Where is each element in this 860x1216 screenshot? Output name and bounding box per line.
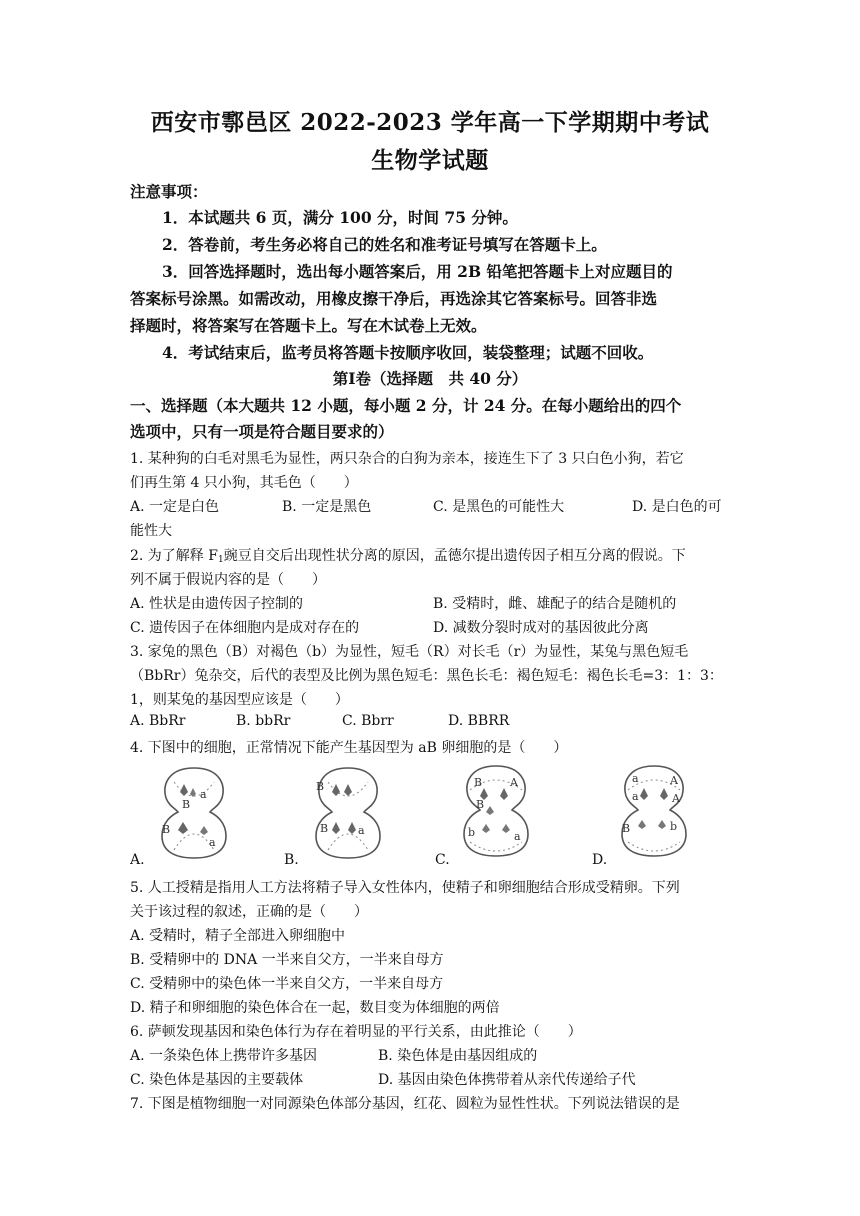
q4-cell-d-label-a3: a	[632, 790, 639, 803]
q4-label-a: A.	[130, 852, 145, 868]
q4-stem: 4. 下图中的细胞，正常情况下能产生基因型为 aB 卵细胞的是（ ）	[130, 740, 568, 756]
q5-stem-line-2: 关于该过程的叙述，正确的是（ ）	[130, 904, 368, 920]
notice-item-2: 2．答卷前，考生务必将自己的姓名和准考证号填写在答题卡上。	[162, 235, 607, 254]
q1-option-a: A. 一定是白色	[130, 499, 220, 515]
q4-cell-diagram-b	[308, 762, 388, 862]
q5-option-b: B. 受精卵中的 DNA 一半来自父方，一半来自母方	[130, 952, 444, 968]
section1-heading-line-1: 一、选择题（本大题共 12 小题，每小题 2 分，计 24 分。在每小题给出的四个	[130, 396, 682, 415]
q3-stem-line-2: （BbRr）兔杂交，后代的表型及比例为黑色短毛：黑色长毛：褐色短毛：褐色长毛=3：1：3：	[130, 668, 723, 684]
q4-cell-d-label-b1: B	[622, 822, 631, 835]
q7-stem: 7. 下图是植物细胞一对同源染色体部分基因，红花、圆粒为显性性状。下列说法错误的是	[130, 1096, 680, 1112]
q4-label-b: B.	[284, 852, 299, 868]
notice-item-1: 1．本试题共 6 页，满分 100 分，时间 75 分钟。	[162, 208, 518, 227]
q4-cell-b-label-a: a	[358, 824, 365, 837]
q4-cell-c-label-b1: B	[474, 776, 483, 789]
q4-cell-a-label-a1: a	[200, 788, 207, 801]
q1-stem-line-1: 1. 某种狗的白毛对黑毛为显性，两只杂合的白狗为亲本，接连生下了 3 只白色小狗，若它	[130, 451, 684, 467]
q2-stem-line-2: 列不属于假说内容的是（ ）	[130, 572, 326, 588]
q4-cell-diagram-a	[154, 762, 234, 862]
q4-label-d: D.	[592, 852, 608, 868]
q4-cell-d-label-b2: b	[670, 820, 678, 833]
q4-cell-a-label-a2: a	[209, 836, 216, 849]
q4-cell-b-label-b1: B	[316, 780, 325, 793]
q2-stem-text-post: 豌豆自交后出现性状分离的原因，孟德尔提出遗传因子相互分离的假说。下	[223, 548, 686, 564]
q3-stem-line-1: 3. 家兔的黑色（B）对褐色（b）为显性，短毛（R）对长毛（r）为显性，某兔与黑色短毛	[130, 644, 689, 660]
q4-cell-c-label-b2: B	[476, 798, 485, 811]
q6-option-d: D. 基因由染色体携带着从亲代传递给子代	[378, 1072, 636, 1088]
q1-option-d: D. 是白色的可	[632, 499, 722, 515]
section1-heading-line-2: 选项中，只有一项是符合题目要求的）	[130, 422, 394, 441]
q4-cell-d-label-a2: A	[670, 774, 678, 787]
q2-stem-subscript: 1	[217, 555, 224, 565]
q3-stem-line-3: 1，则某兔的基因型应该是（ ）	[130, 692, 349, 708]
q4-cell-c-label-b3: b	[468, 826, 476, 839]
q2-stem-line-1	[130, 545, 686, 565]
q4-cell-b-label-b2: B	[320, 822, 329, 835]
q5-stem-line-1: 5. 人工授精是指用人工方法将精子导入女性体内，使精子和卵细胞结合形成受精卵。下列	[130, 880, 680, 896]
part1-heading: 第Ⅰ卷（选择题 共 40 分）	[332, 369, 528, 388]
notice-heading: 注意事项：	[130, 182, 208, 201]
q2-stem-text-pre: 2. 为了解释 F	[130, 548, 218, 564]
q2-option-a: A. 性状是由遗传因子控制的	[130, 596, 304, 612]
q1-option-d-continued: 能性大	[130, 523, 172, 539]
q2-option-d: D. 减数分裂时成对的基因彼此分离	[433, 620, 649, 636]
notice-item-4: 4．考试结束后，监考员将答题卡按顺序收回，装袋整理；试题不回收。	[162, 343, 654, 362]
q6-option-a: A. 一条染色体上携带许多基因	[130, 1048, 318, 1064]
q4-cell-a-label-b1: B	[182, 798, 191, 811]
q5-option-c: C. 受精卵中的染色体一半来自父方，一半来自母方	[130, 976, 444, 992]
q2-option-c: C. 遗传因子在体细胞内是成对存在的	[130, 620, 360, 636]
notice-item-3-line-2: 答案标号涂黑。如需改动，用橡皮擦干净后，再选涂其它答案标号。回答非选	[130, 289, 658, 308]
q3-option-d: D. BBRR	[448, 713, 510, 729]
exam-subtitle: 生物学试题	[371, 147, 489, 174]
q3-option-a: A. BbRr	[130, 713, 186, 729]
q5-option-a: A. 受精时，精子全部进入卵细胞中	[130, 928, 346, 944]
q4-cell-diagram-c	[456, 760, 536, 860]
q5-option-d: D. 精子和卵细胞的染色体合在一起，数目变为体细胞的两倍	[130, 1000, 500, 1016]
notice-item-3-line-3: 择题时，将答案写在答题卡上。写在木试卷上无效。	[130, 316, 487, 335]
q4-cell-d-label-a4: A	[672, 792, 680, 805]
q2-option-b: B. 受精时，雌、雄配子的结合是随机的	[433, 596, 677, 612]
q4-cell-a-label-b2: B	[162, 823, 171, 836]
q4-cell-c-label-a1: A	[510, 776, 518, 789]
q6-option-c: C. 染色体是基因的主要载体	[130, 1072, 304, 1088]
q1-option-c: C. 是黑色的可能性大	[433, 499, 565, 515]
exam-title: 西安市鄠邑区 2022-2023 学年高一下学期期中考试	[150, 109, 710, 136]
q1-stem-line-2: 们再生第 4 只小狗，其毛色（ ）	[130, 475, 358, 491]
q4-label-c: C.	[435, 852, 450, 868]
q1-option-b: B. 一定是黑色	[282, 499, 372, 515]
q4-cell-d-label-a1: a	[632, 772, 639, 785]
notice-item-3-line-1: 3．回答选择题时，选出每小题答案后，用 2B 铅笔把答题卡上对应题目的	[162, 262, 673, 281]
q3-option-c: C. Bbrr	[342, 713, 394, 729]
q4-cell-c-label-a2: a	[514, 830, 521, 843]
q3-option-b: B. bbRr	[236, 713, 291, 729]
q6-option-b: B. 染色体是由基因组成的	[378, 1048, 538, 1064]
q6-stem: 6. 萨顿发现基因和染色体行为存在着明显的平行关系，由此推论（ ）	[130, 1024, 582, 1040]
q4-cell-diagram-d	[614, 760, 694, 860]
